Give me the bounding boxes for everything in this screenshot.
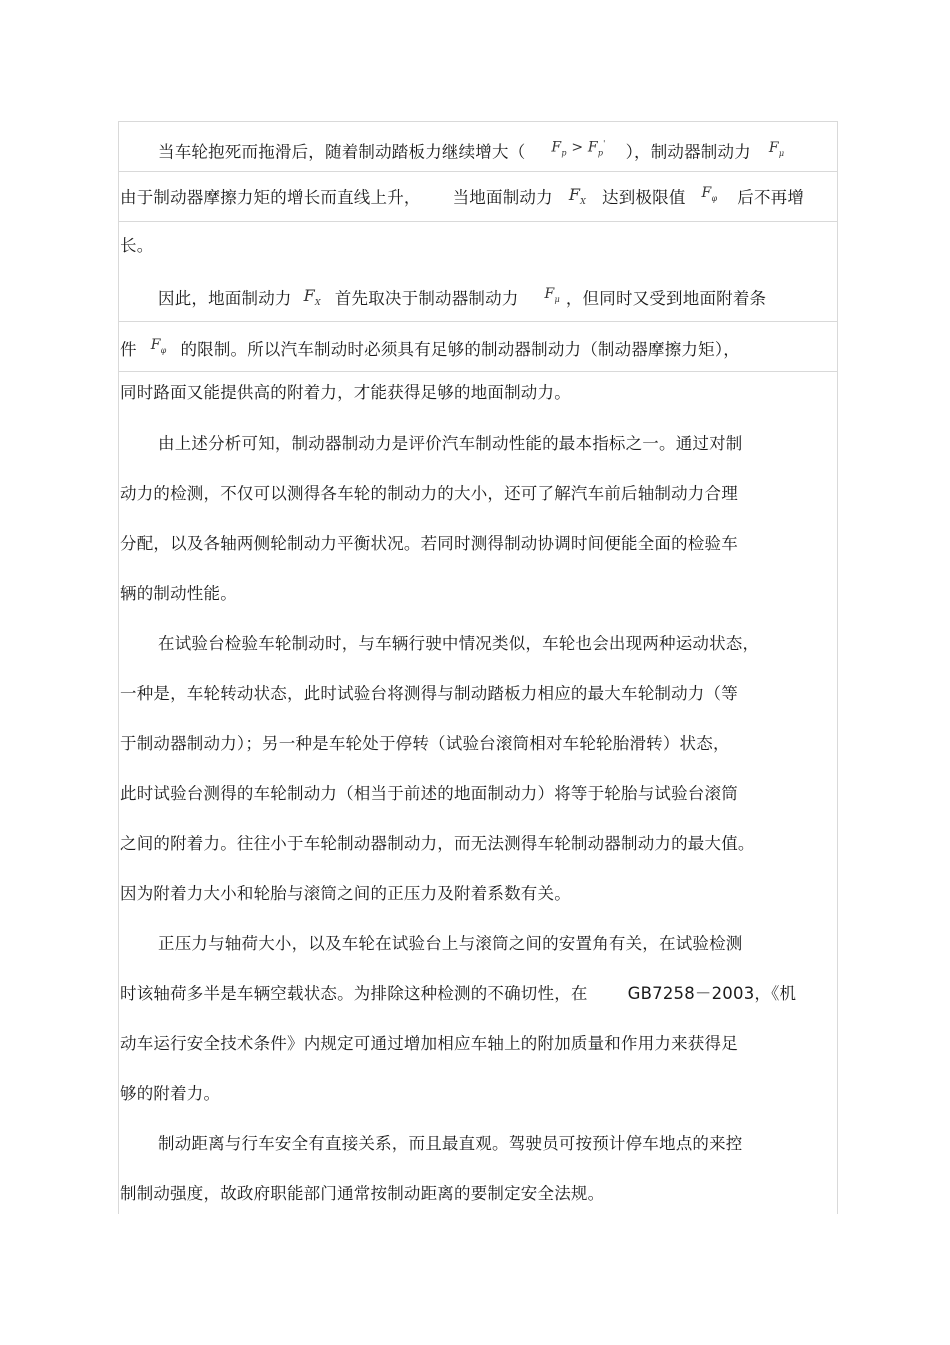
formula-f-mu: $F_\mu$ [768, 139, 785, 158]
text-run: 件 [120, 340, 137, 359]
standard-reference: GB7258－2003，《机 [627, 984, 797, 1003]
paragraph-4-line-4: 此时试验台测得的车轮制动力（相当于前述的地面制动力）将等于轮胎与试验台滚筒 [120, 784, 738, 803]
frame-row-divider [118, 171, 838, 172]
formula-fx: $F_X$ [568, 185, 587, 207]
paragraph-3-line-1: 由上述分析可知，制动器制动力是评价汽车制动性能的最本指标之一。通过对制 [158, 434, 743, 453]
text-run: 首先取决于制动器制动力 [334, 289, 519, 308]
paragraph-1-line-3: 长。 [120, 236, 154, 255]
text-run: 因此，地面制动力 [158, 289, 292, 308]
paragraph-3-line-3: 分配，以及各轴两侧轮制动力平衡状况。若同时测得制动协调时间便能全面的检验车 [120, 534, 738, 553]
text-run: 当地面制动力 [452, 188, 553, 207]
paragraph-1-line-1 [158, 137, 784, 163]
frame-right-border [837, 121, 838, 1214]
paragraph-4-line-5: 之间的附着力。往往小于车轮制动器制动力，而无法测得车轮制动器制动力的最大值。 [120, 834, 755, 853]
paragraph-5-line-2 [120, 981, 796, 1007]
paragraph-3-line-2: 动力的检测，不仅可以测得各车轮的制动力的大小，还可了解汽车前后轴制动力合理 [120, 484, 738, 503]
frame-row-divider [118, 221, 838, 222]
frame-left-border [118, 121, 119, 1214]
paragraph-3-line-4: 辆的制动性能。 [120, 584, 237, 603]
formula-f-phi: $F_\varphi$ [150, 337, 167, 355]
paragraph-2-line-1 [158, 286, 766, 312]
paragraph-2-line-3: 同时路面又能提供高的附着力，才能获得足够的地面制动力。 [120, 383, 571, 402]
text-run: 后不再增 [737, 188, 805, 207]
text-run: 的限制。所以汽车制动时必须具有足够的制动器制动力（制动器摩擦力矩）， [180, 340, 740, 359]
paragraph-2-line-2 [120, 337, 740, 363]
formula-f-phi: $F_\varphi$ [701, 185, 718, 203]
paragraph-5-line-1: 正压力与轴荷大小，以及车轮在试验台上与滚筒之间的安置角有关，在试验检测 [158, 934, 743, 953]
paragraph-4-line-1: 在试验台检验车轮制动时，与车辆行驶中情况类似，车轮也会出现两种运动状态， [158, 634, 760, 653]
formula-fp-gt-fp-prime: $F_p > F_p'$ [551, 139, 606, 158]
formula-fx: $F_X$ [303, 286, 321, 308]
frame-row-divider [118, 371, 838, 372]
frame-top-border [118, 121, 838, 122]
paragraph-4-line-2: 一种是，车轮转动状态，此时试验台将测得与制动踏板力相应的最大车轮制动力（等 [120, 684, 738, 703]
paragraph-5-line-3: 动车运行安全技术条件》内规定可通过增加相应车轴上的附加质量和作用力来获得足 [120, 1034, 738, 1053]
paragraph-4-line-6: 因为附着力大小和轮胎与滚筒之间的正压力及附着系数有关。 [120, 884, 571, 903]
paragraph-6-line-2: 制制动强度，故政府职能部门通常按制动距离的要制定安全法规。 [120, 1184, 605, 1203]
text-run: ），制动器制动力 [625, 142, 751, 162]
text-run: 当车轮抱死而拖滑后，随着制动踏板力继续增大（ [158, 142, 526, 162]
paragraph-1-line-2 [120, 185, 804, 211]
text-run: 时该轴荷多半是车辆空载状态。为排除这种检测的不确切性，在 [120, 984, 588, 1003]
text-run: ，但同时又受到地面附着条 [565, 289, 767, 308]
text-run: 达到极限值 [602, 188, 686, 207]
paragraph-4-line-3: 于制动器制动力）；另一种是车轮处于停转（试验台滚筒相对车轮轮胎滑转）状态， [120, 734, 730, 753]
text-run: 由于制动器摩擦力矩的增长而直线上升， [120, 188, 421, 207]
paragraph-6-line-1: 制动距离与行车安全有直接关系，而且最直观。驾驶员可按预计停车地点的来控 [158, 1134, 743, 1153]
frame-row-divider [118, 321, 838, 322]
paragraph-5-line-4: 够的附着力。 [120, 1084, 221, 1103]
formula-f-mu: $F_\mu$ [544, 286, 560, 304]
